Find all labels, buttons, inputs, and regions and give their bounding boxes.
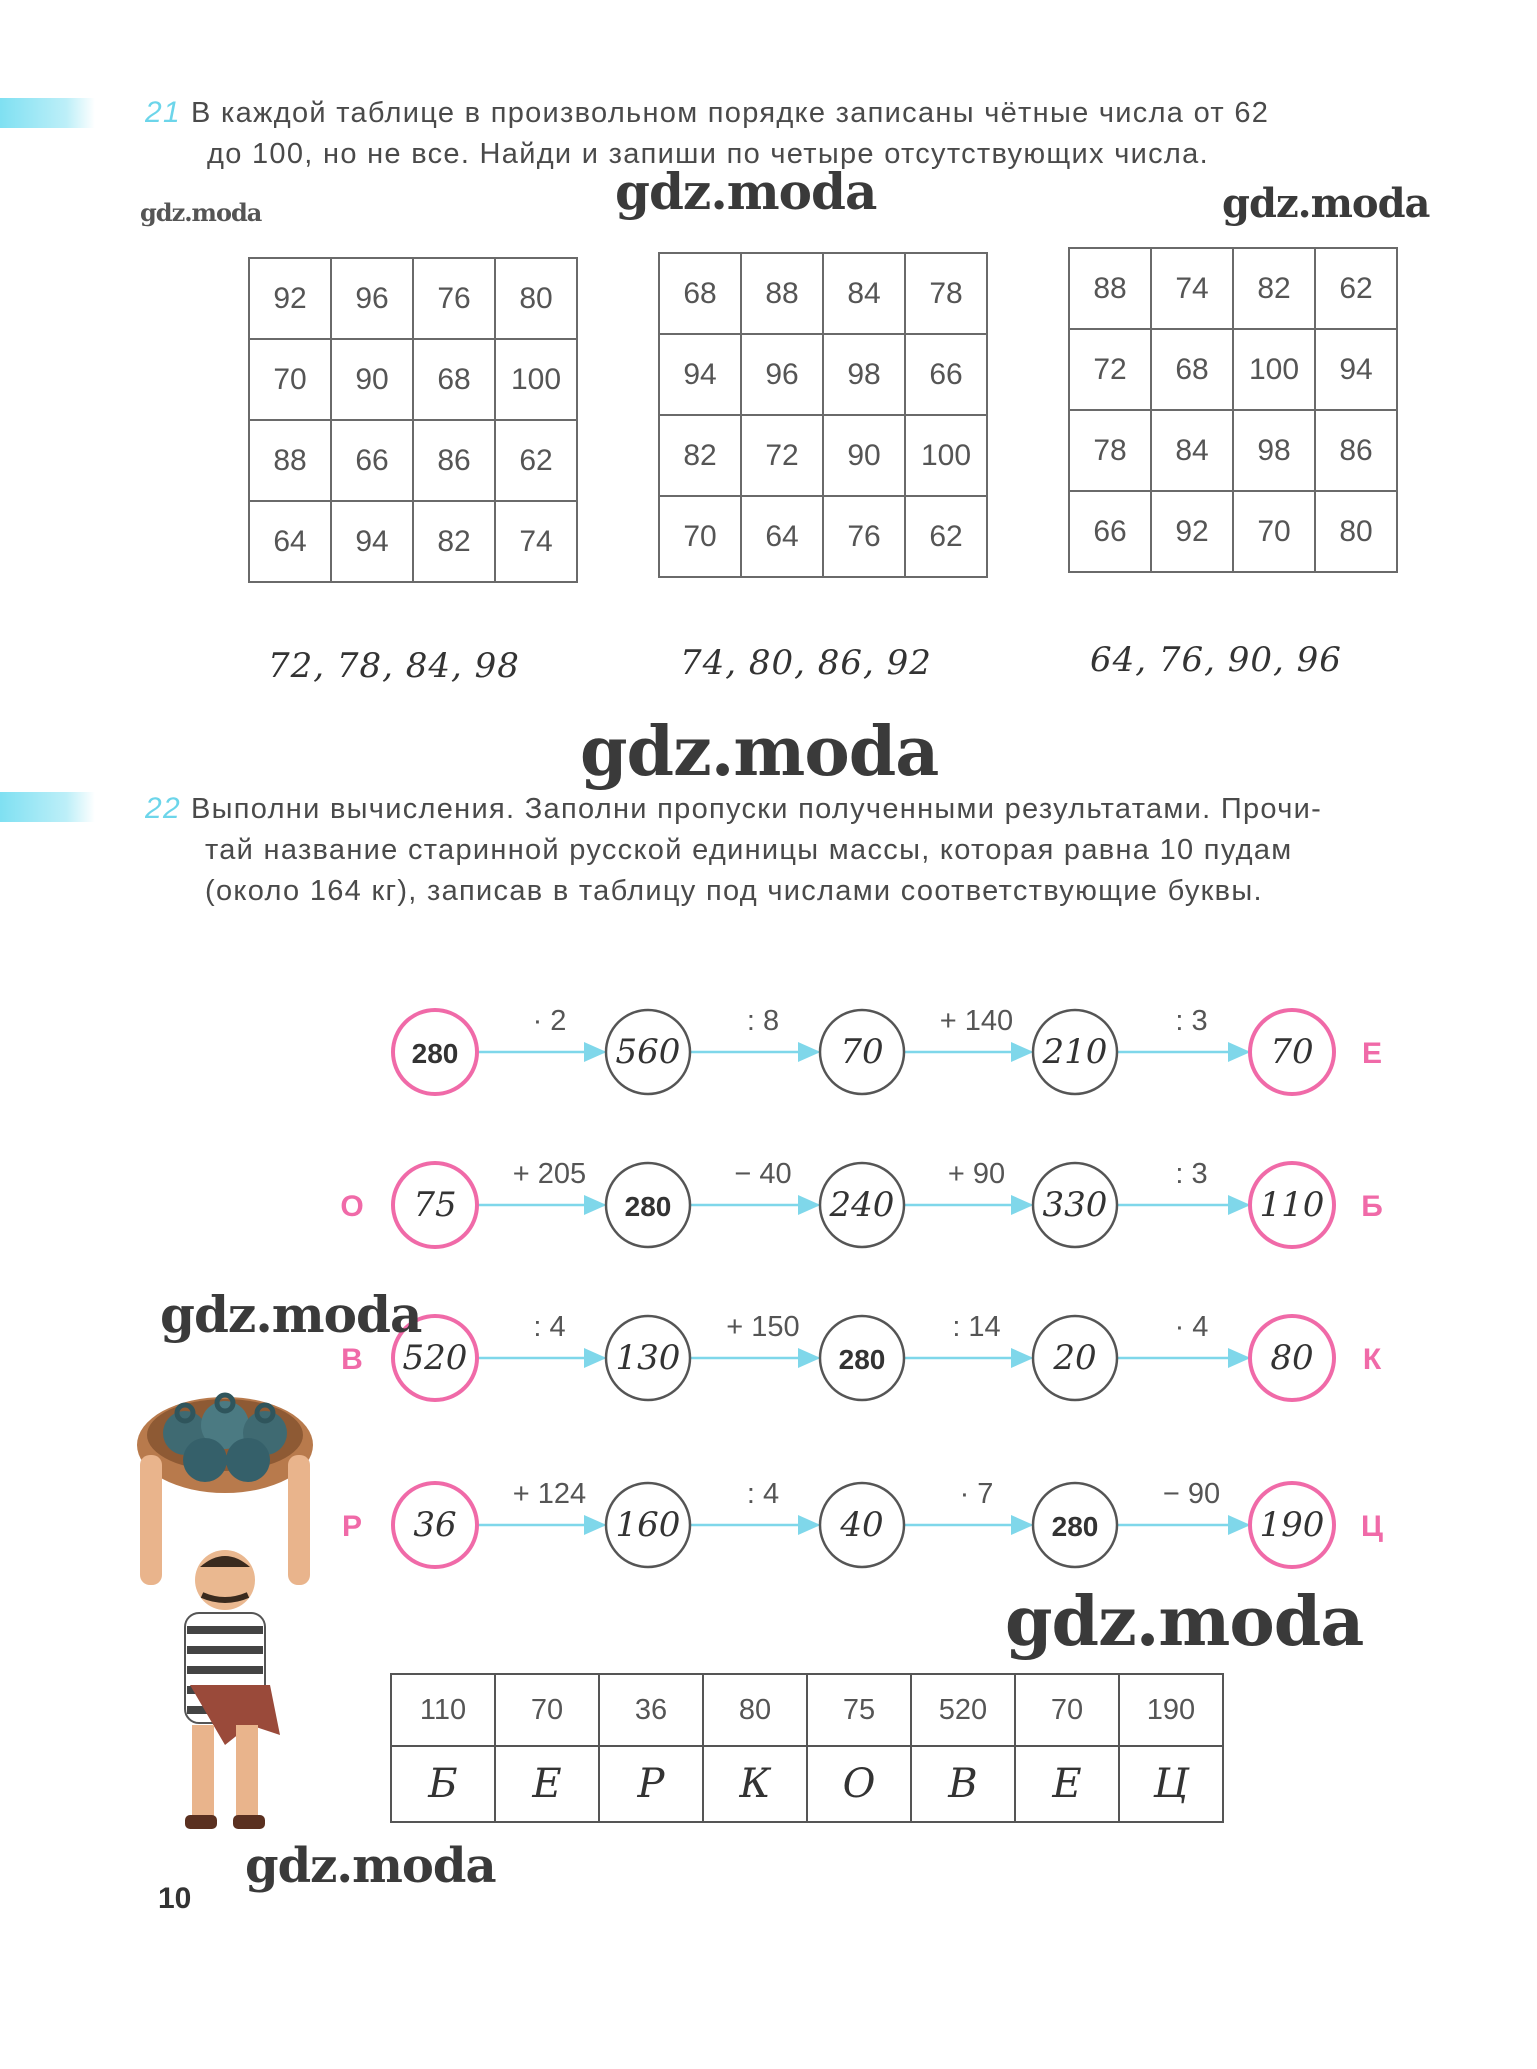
answer-letter-cell[interactable]: О: [807, 1746, 911, 1822]
task-22-line-3: (около 164 кг), записав в таблицу под числами соответствующие буквы.: [205, 875, 1263, 907]
table-cell: 82: [413, 501, 495, 582]
table-cell: 68: [659, 253, 741, 334]
computed-value: 330: [1042, 1185, 1108, 1225]
operation-label: : 14: [952, 1311, 1001, 1343]
table-cell: 68: [1151, 329, 1233, 410]
table-cell: 66: [905, 334, 987, 415]
chain-letter-left: О: [340, 1190, 364, 1223]
page-number: 10: [158, 1882, 192, 1915]
table-cell: 70: [249, 339, 331, 420]
answer-letter-cell[interactable]: Е: [495, 1746, 599, 1822]
table-cell: 70: [659, 496, 741, 577]
table-cell: 62: [495, 420, 577, 501]
table-cell: 78: [905, 253, 987, 334]
computed-value: 80: [1270, 1338, 1314, 1378]
table-cell: 66: [331, 420, 413, 501]
answer-number-cell: 190: [1119, 1674, 1223, 1746]
table-cell: 98: [1233, 410, 1315, 491]
answer-number-cell: 75: [807, 1674, 911, 1746]
table-cell: 80: [1315, 491, 1397, 572]
operation-label: : 3: [1175, 1005, 1208, 1037]
table-cell: 74: [495, 501, 577, 582]
chain-letter-right: Ц: [1361, 1510, 1383, 1543]
table-cell: 94: [659, 334, 741, 415]
computed-value: 520: [402, 1338, 468, 1378]
table-cell: 94: [1315, 329, 1397, 410]
given-value: 280: [1051, 1511, 1099, 1542]
watermark: gdz.moda: [1222, 180, 1430, 227]
table-cell: 88: [1069, 248, 1151, 329]
operation-label: : 4: [746, 1478, 780, 1510]
computed-value: 40: [840, 1505, 884, 1545]
computed-value: 130: [615, 1338, 681, 1378]
operation-label: − 40: [734, 1158, 792, 1190]
table-cell: 94: [331, 501, 413, 582]
table-cell: 62: [1315, 248, 1397, 329]
operation-label: · 7: [959, 1478, 994, 1510]
answer-letter-cell[interactable]: В: [911, 1746, 1015, 1822]
computed-value: 160: [615, 1505, 681, 1545]
computed-value: 75: [413, 1185, 457, 1225]
table-cell: 72: [1069, 329, 1151, 410]
operation-label: + 90: [947, 1158, 1006, 1190]
task-22-line-1: Выполни вычисления. Заполни пропуски полученными результатами. Прочи-: [190, 793, 1323, 825]
watermark: gdz.moda: [615, 162, 877, 221]
operation-label: · 4: [1174, 1311, 1209, 1343]
computed-value: 70: [1270, 1032, 1314, 1072]
table-cell: 90: [823, 415, 905, 496]
task-21-line-2: до 100, но не все. Найди и запиши по четыре отсутствующих числа.: [207, 138, 1209, 170]
table-cell: 96: [331, 258, 413, 339]
answer-table: [390, 1673, 1224, 1823]
table-cell: 88: [741, 253, 823, 334]
answer-1: 72, 78, 84, 98: [268, 646, 520, 686]
computed-value: 240: [829, 1185, 895, 1225]
given-value: 280: [624, 1191, 672, 1222]
given-value: 280: [411, 1038, 459, 1069]
table-cell: 72: [741, 415, 823, 496]
operation-label: · 2: [532, 1005, 567, 1037]
answer-table-letters-row: [391, 1746, 1223, 1822]
operation-label: − 90: [1162, 1478, 1221, 1510]
table-cell: 100: [1233, 329, 1315, 410]
table-cell: 92: [1151, 491, 1233, 572]
computed-value: 190: [1259, 1505, 1325, 1545]
answer-number-cell: 36: [599, 1674, 703, 1746]
watermark: gdz.moda: [140, 198, 262, 227]
table-cell: 86: [1315, 410, 1397, 491]
task-21-number: 21: [145, 96, 181, 129]
answer-number-cell: 70: [495, 1674, 599, 1746]
table-cell: 64: [741, 496, 823, 577]
computed-value: 20: [1053, 1338, 1097, 1378]
computed-value: 36: [413, 1505, 457, 1545]
table-cell: 82: [659, 415, 741, 496]
table-cell: 96: [741, 334, 823, 415]
table-cell: 78: [1069, 410, 1151, 491]
answer-number-cell: 80: [703, 1674, 807, 1746]
computed-value: 560: [615, 1032, 681, 1072]
table-cell: 84: [1151, 410, 1233, 491]
computed-value: 70: [840, 1032, 884, 1072]
answer-3: 64, 76, 90, 96: [1090, 640, 1342, 680]
table-cell: 70: [1233, 491, 1315, 572]
operation-label: : 3: [1175, 1158, 1208, 1190]
answer-letter-cell[interactable]: Ц: [1119, 1746, 1223, 1822]
answer-letter-cell[interactable]: Р: [599, 1746, 703, 1822]
answer-number-cell: 110: [391, 1674, 495, 1746]
chain-letter-left: Р: [341, 1510, 363, 1543]
table-cell: 88: [249, 420, 331, 501]
table-cell: 100: [495, 339, 577, 420]
answer-2: 74, 80, 86, 92: [680, 643, 932, 683]
operation-label: : 8: [746, 1005, 780, 1037]
table-cell: 86: [413, 420, 495, 501]
answer-number-cell: 520: [911, 1674, 1015, 1746]
task-21-line-1: В каждой таблице в произвольном порядке записаны чётные числа от 62: [190, 97, 1270, 129]
table-cell: 74: [1151, 248, 1233, 329]
watermark: gdz.moda: [245, 1838, 496, 1894]
answer-table-numbers-row: [391, 1674, 1223, 1746]
chain-letter-right: Б: [1361, 1190, 1383, 1223]
task-22-number: 22: [145, 792, 181, 825]
operation-label: + 150: [726, 1311, 800, 1343]
answer-letter-cell[interactable]: К: [703, 1746, 807, 1822]
strongman-illustration: [130, 1385, 320, 1835]
table-cell: 64: [249, 501, 331, 582]
watermark: gdz.moda: [1005, 1582, 1364, 1662]
chain-letter-right: К: [1362, 1343, 1382, 1376]
chain-letter-right: Е: [1361, 1037, 1383, 1070]
table-cell: 100: [905, 415, 987, 496]
watermark: gdz.moda: [580, 712, 939, 792]
operation-label: + 140: [939, 1005, 1014, 1037]
table-cell: 84: [823, 253, 905, 334]
table-cell: 90: [331, 339, 413, 420]
answer-letter-cell[interactable]: Е: [1015, 1746, 1119, 1822]
table-cell: 62: [905, 496, 987, 577]
table-cell: 80: [495, 258, 577, 339]
watermark: gdz.moda: [160, 1285, 422, 1344]
table-cell: 98: [823, 334, 905, 415]
computed-value: 110: [1259, 1185, 1325, 1225]
table-cell: 82: [1233, 248, 1315, 329]
operation-label: + 205: [512, 1158, 587, 1190]
table-cell: 66: [1069, 491, 1151, 572]
operation-label: : 4: [533, 1311, 566, 1343]
computed-value: 210: [1042, 1032, 1108, 1072]
table-cell: 68: [413, 339, 495, 420]
given-value: 280: [838, 1344, 886, 1375]
operation-label: + 124: [512, 1478, 587, 1510]
answer-number-cell: 70: [1015, 1674, 1119, 1746]
table-cell: 92: [249, 258, 331, 339]
table-cell: 76: [823, 496, 905, 577]
chain-letter-left: В: [341, 1343, 363, 1376]
table-cell: 76: [413, 258, 495, 339]
task-22-line-2: тай название старинной русской единицы массы, которая равна 10 пудам: [205, 834, 1293, 866]
answer-letter-cell[interactable]: Б: [391, 1746, 495, 1822]
